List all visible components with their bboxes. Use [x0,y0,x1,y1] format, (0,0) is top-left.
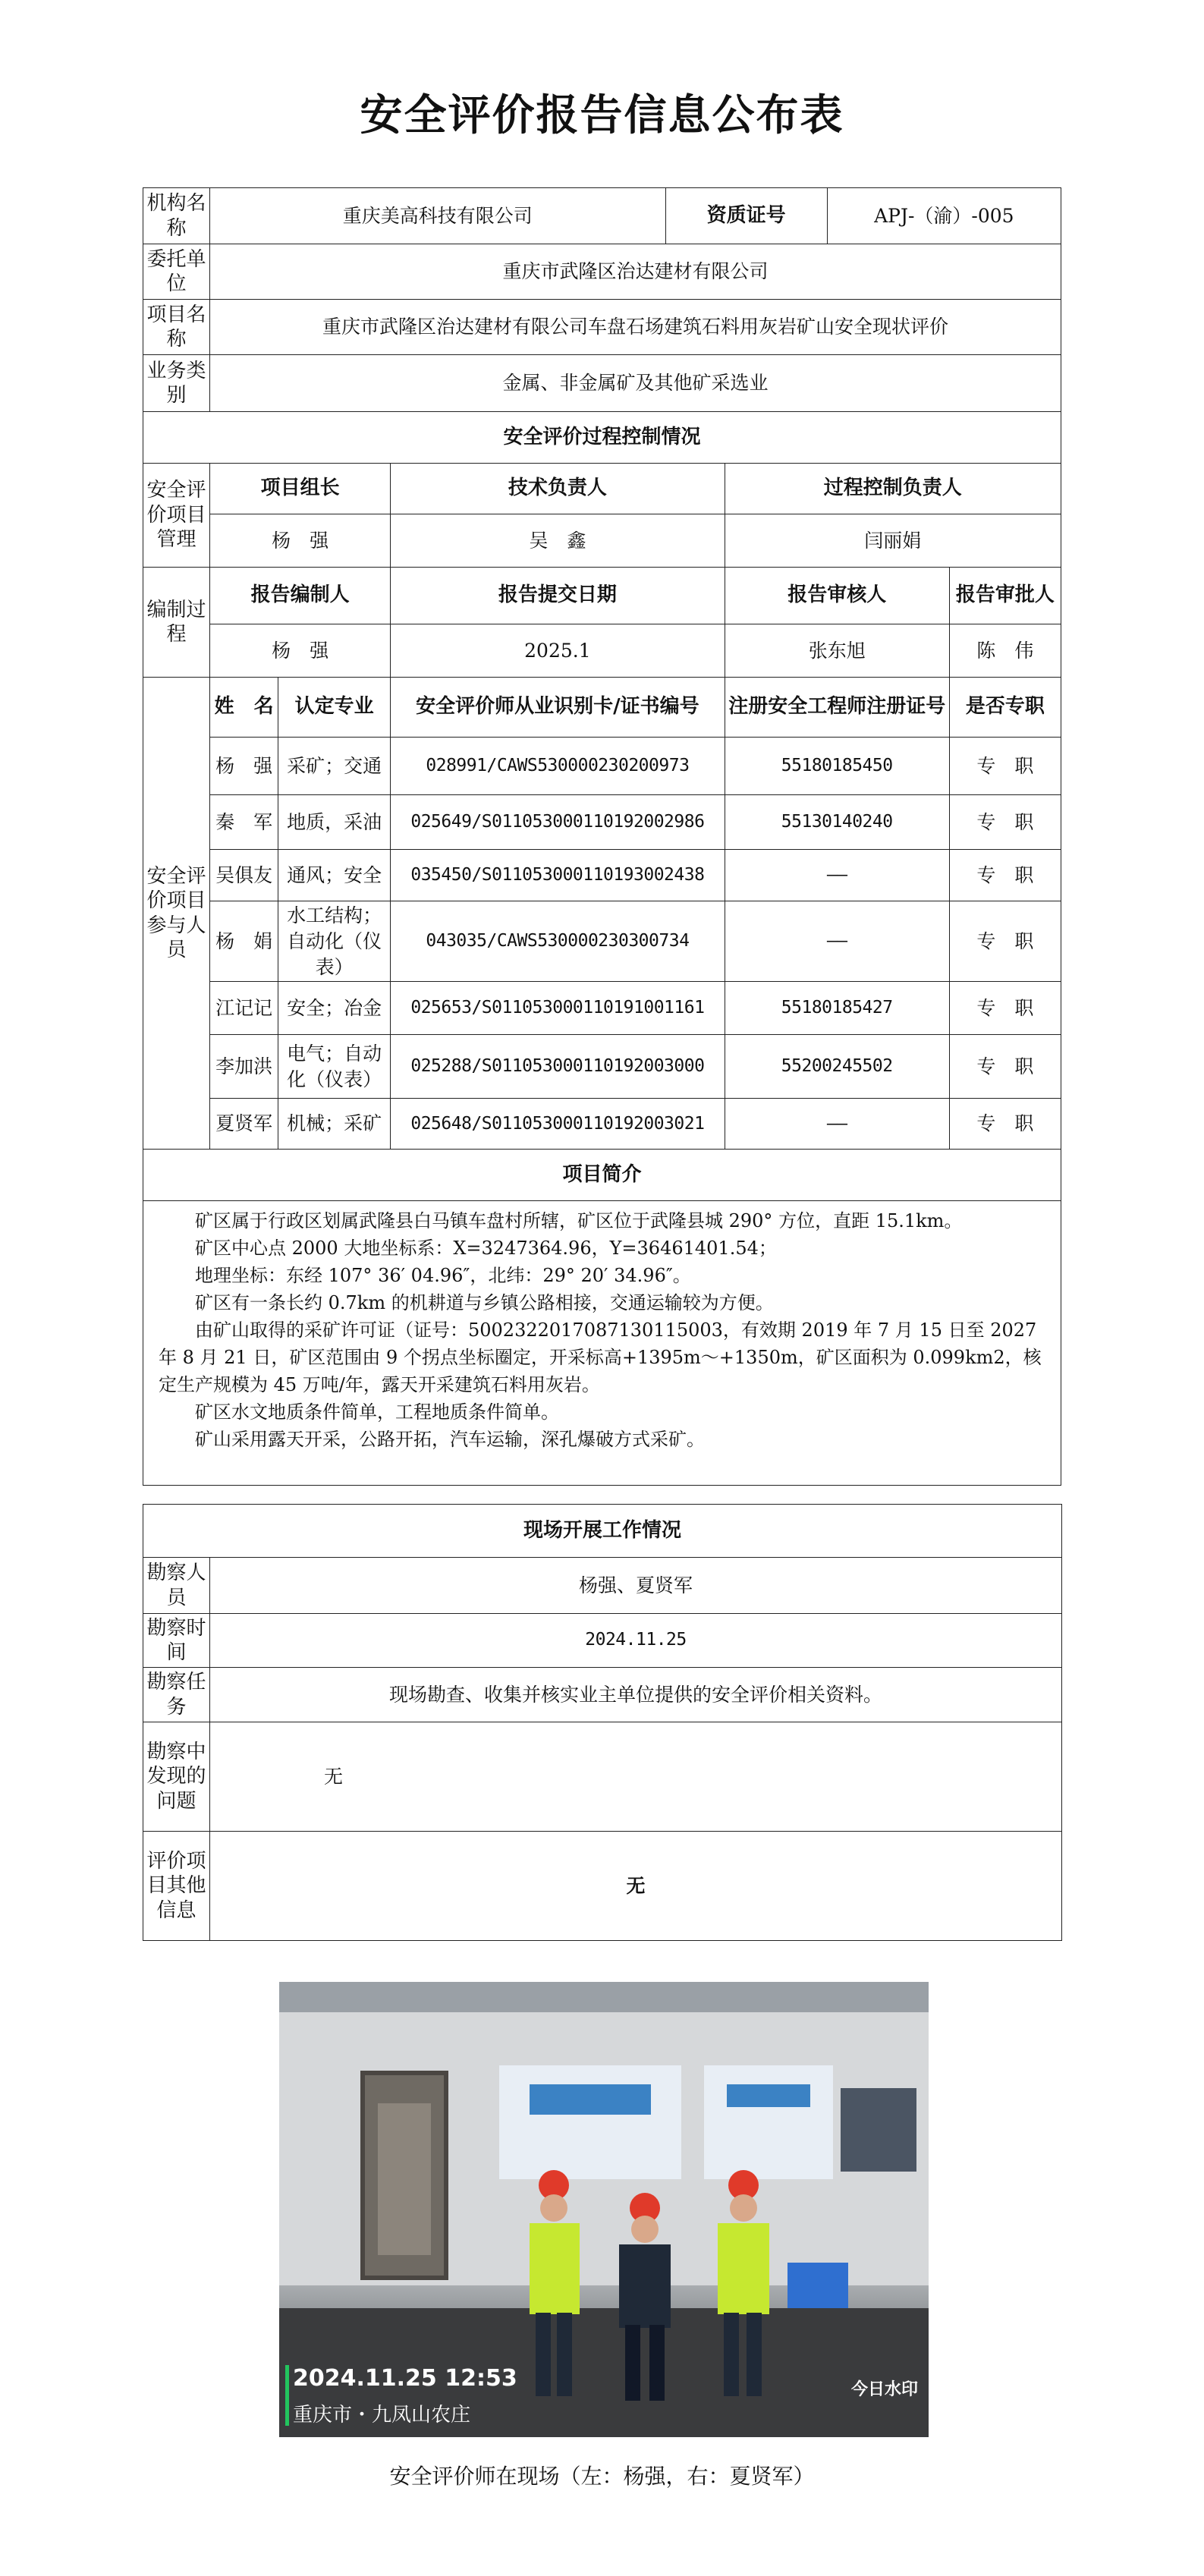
intro-paragraph: 矿山采用露天开采，公路开拓，汽车运输，深孔爆破方式采矿。 [195,1429,705,1451]
person-specialty: 水工结构；自动化（仪表） [278,901,391,982]
person-card: 043035/CAWS530000230300734 [391,901,725,982]
compile-header-approver: 报告审批人 [949,568,1061,624]
person-card: 028991/CAWS530000230200973 [391,738,725,795]
mgmt-value-control: 闫丽娟 [725,514,1061,568]
person-specialty: 采矿；交通 [278,738,391,795]
table-row [143,850,1061,901]
table-row [143,982,1061,1035]
project-label: 项目名称 [143,300,210,355]
business-label: 业务类别 [143,355,210,412]
person-fulltime: 专 职 [949,795,1061,850]
cert-label: 资质证号 [665,188,827,244]
intro-body [143,1201,1061,1486]
site-other-value: 无 [210,1832,1062,1941]
org-value: 重庆美高科技有限公司 [210,188,665,244]
person-engineer-no: —— [725,850,949,901]
mgmt-header-leader: 项目组长 [210,464,391,514]
photo-caption: 安全评价师在现场（左：杨强，右：夏贤军） [389,2464,815,2489]
site-task-value: 现场勘查、收集并核实业主单位提供的安全评价相关资料。 [210,1668,1062,1722]
person-specialty: 机械；采矿 [278,1099,391,1150]
person-specialty: 地质，采油 [278,795,391,850]
business-value: 金属、非金属矿及其他矿采选业 [210,355,1061,412]
compile-value-reviewer: 张东旭 [725,624,949,678]
personnel-header-specialty: 认定专业 [278,678,391,738]
personnel-header-fulltime: 是否专职 [949,678,1061,738]
site-other-label: 评价项目其他信息 [143,1832,210,1941]
person-card: 035450/S011053000110193002438 [391,850,725,901]
personnel-header-name: 姓 名 [210,678,278,738]
cert-value: APJ-（渝）-005 [827,188,1061,244]
intro-title: 项目简介 [143,1150,1061,1201]
table-row [143,901,1061,982]
person-fulltime: 专 职 [949,850,1061,901]
client-value: 重庆市武隆区治达建材有限公司 [210,244,1061,300]
photo-timestamp: 2024.11.25 12:53 [293,2365,517,2392]
person-engineer-no: 55180185427 [725,982,949,1035]
site-table [143,1504,1062,1941]
table-row [143,1099,1061,1150]
person-name: 秦 军 [210,795,278,850]
person-fulltime: 专 职 [949,738,1061,795]
person-engineer-no: 55200245502 [725,1035,949,1099]
person-name: 夏贤军 [210,1099,278,1150]
person-fulltime: 专 职 [949,1035,1061,1099]
personnel-header-card: 安全评价师从业识别卡/证书编号 [391,678,725,738]
person-name: 江记记 [210,982,278,1035]
person-specialty: 通风；安全 [278,850,391,901]
person-card: 025649/S011053000110192002986 [391,795,725,850]
intro-paragraph: 地理坐标：东经 107° 36′ 04.96″，北纬：29° 20′ 34.96″。 [195,1265,691,1287]
person-card: 025653/S011053000110191001161 [391,982,725,1035]
compile-value-date: 2025.1 [391,624,725,678]
intro-paragraph: 由矿山取得的采矿许可证（证号：5002322017087130115003，有效期 2019 年 7 月 15 日至 2027 年 8 月 21 日，矿区范围由 9 个拐点坐标圈定，开采标高+1395m～+1350m，矿区面积为 0.099km2，核定生产规模为 45 万吨/年，露天开采建筑石料用灰岩。 [159,1319,1042,1396]
compile-label: 编制过程 [143,568,210,678]
table-row [143,1035,1061,1099]
process-section-title: 安全评价过程控制情况 [143,412,1061,464]
site-time-label: 勘察时间 [143,1614,210,1668]
person-specialty: 安全；冶金 [278,982,391,1035]
site-task-label: 勘察任务 [143,1668,210,1722]
mgmt-value-leader: 杨 强 [210,514,391,568]
compile-header-date: 报告提交日期 [391,568,725,624]
table-row [143,738,1061,795]
site-staff-value: 杨强、夏贤军 [210,1558,1062,1614]
person-name: 杨 娟 [210,901,278,982]
person-engineer-no: 55130140240 [725,795,949,850]
person-engineer-no: 55180185450 [725,738,949,795]
person-name: 杨 强 [210,738,278,795]
personnel-label: 安全评价项目参与人员 [143,678,210,1150]
intro-paragraph: 矿区属于行政区划属武隆县白马镇车盘村所辖，矿区位于武隆县城 290° 方位，直距 15.1km。 [195,1210,963,1232]
person-fulltime: 专 职 [949,901,1061,982]
site-issues-value: 无 [210,1722,1062,1832]
compile-value-author: 杨 强 [210,624,391,678]
intro-paragraph: 矿区中心点 2000 大地坐标系：X=3247364.96，Y=36461401.54； [195,1238,777,1260]
project-value: 重庆市武隆区治达建材有限公司车盘石场建筑石料用灰岩矿山安全现状评价 [210,300,1061,355]
person-card: 025648/S011053000110192003021 [391,1099,725,1150]
document-title: 安全评价报告信息公布表 [360,91,844,140]
site-time-value: 2024.11.25 [210,1614,1062,1668]
intro-paragraph: 矿区有一条长约 0.7km 的机耕道与乡镇公路相接，交通运输较为方便。 [195,1292,774,1314]
mgmt-label: 安全评价项目管理 [143,464,210,568]
person-card: 025288/S011053000110192003000 [391,1035,725,1099]
person-fulltime: 专 职 [949,1099,1061,1150]
site-title: 现场开展工作情况 [143,1505,1062,1558]
compile-value-approver: 陈 伟 [949,624,1061,678]
photo-location: 重庆市・九凤山农庄 [293,2404,471,2427]
person-fulltime: 专 职 [949,982,1061,1035]
org-label: 机构名称 [143,188,210,244]
info-table [143,187,1061,1486]
intro-paragraph: 矿区水文地质条件简单，工程地质条件简单。 [195,1401,559,1423]
client-label: 委托单位 [143,244,210,300]
site-photo [279,1982,929,2437]
personnel-header-engineer: 注册安全工程师注册证号 [725,678,949,738]
site-staff-label: 勘察人员 [143,1558,210,1614]
mgmt-value-tech: 吴 鑫 [391,514,725,568]
mgmt-header-control: 过程控制负责人 [725,464,1061,514]
compile-header-author: 报告编制人 [210,568,391,624]
person-engineer-no: —— [725,1099,949,1150]
person-engineer-no: —— [725,901,949,982]
person-name: 李加洪 [210,1035,278,1099]
photo-watermark: 今日水印 [850,2380,918,2399]
mgmt-header-tech: 技术负责人 [391,464,725,514]
compile-header-reviewer: 报告审核人 [725,568,949,624]
person-specialty: 电气；自动化（仪表） [278,1035,391,1099]
table-row [143,795,1061,850]
site-issues-label: 勘察中发现的问题 [143,1722,210,1832]
person-name: 吴俱友 [210,850,278,901]
